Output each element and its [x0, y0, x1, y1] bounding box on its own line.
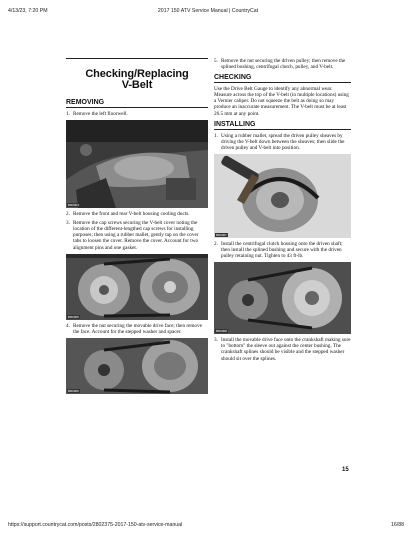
- step-text: Remove the left floorwell.: [73, 111, 128, 117]
- photo-clutch-installed: [214, 262, 351, 334]
- print-header: [0, 0, 416, 16]
- photo-vbelt-svg: [66, 254, 208, 320]
- step-text: Remove the nut securing the driven pulley; then remove the splined bushing, centrifugal clutch, pulley, and V-belt.: [221, 58, 346, 71]
- removing-step: [214, 58, 351, 70]
- step-number: 2.: [66, 211, 70, 218]
- photo-tag: BR0004: [68, 203, 79, 208]
- step-number: 3.: [214, 337, 218, 344]
- print-url: https://support.countrycat.com/posts/2802375-2017-150-atv-service-manual: [8, 522, 183, 528]
- installing-heading: INSTALLING: [214, 121, 351, 130]
- photo-spread-driven-pulley: [214, 154, 351, 238]
- removing-step: [66, 111, 208, 117]
- photo-drive-face-svg: [66, 338, 208, 394]
- print-page-count: 16/88: [391, 522, 404, 528]
- removing-heading: REMOVING: [66, 99, 208, 108]
- removing-step: [66, 220, 208, 250]
- checking-text: Use the Drive Belt Gauge to identify any abnormal wear. Measure across the top of the V-belt (in multiple locations) using a Vernier caliper. Do not squeeze the belt as doing so may produce an inaccurate measurement. The V-belt must be at least 26.5 mm at any point.: [214, 86, 349, 117]
- print-datetime: 4/13/23, 7:20 PM: [8, 8, 48, 14]
- photo-tag: BR0005: [68, 314, 79, 319]
- photo-drive-face-removed: [66, 338, 208, 394]
- installing-step: [214, 337, 351, 361]
- photo-vbelt-exposed: [66, 254, 208, 320]
- section-title-line2: V-Belt: [121, 79, 153, 91]
- photo-tag: BR0007: [216, 232, 227, 237]
- step-text: Install the centrifugal clutch housing onto the driven shaft; then install the splined bushing and secure with the driven pulley retaining nut. Tighten to 43 ft-lb.: [221, 240, 343, 260]
- photo-floorwell-svg: [66, 120, 208, 208]
- step-text: Remove the cap screws securing the V-belt cover noting the location of the different-lengthed cap screws for installing purposes; then using a rubber mallet, gently tap on the cover tabs to loosen the cover. Remove the cover. Account for two alignment pins and one gasket.: [73, 220, 199, 251]
- step-number: 2.: [214, 240, 218, 247]
- step-text: Install the movable drive face onto the crankshaft making sure to "bottom" the sleeve out against the center bushing. The crankshaft splines should be visible and the stepped washer should sit over the splines.: [221, 337, 351, 362]
- step-number: 4.: [66, 322, 70, 329]
- section-title-line1: Checking/Replacing: [85, 68, 189, 80]
- photo-tag: BR0006: [68, 388, 79, 393]
- removing-step: [66, 211, 208, 217]
- page-number: 15: [342, 467, 349, 473]
- step-number: 3.: [66, 220, 70, 227]
- step-number: 1.: [214, 132, 218, 139]
- print-page-title: 2017 150 ATV Service Manual | CountryCat: [157, 8, 259, 14]
- right-column: [214, 58, 351, 362]
- step-text: Remove the nut securing the movable drive face; then remove the face. Account for the stepped washer and spacer.: [73, 322, 202, 335]
- print-footer: [0, 518, 416, 538]
- step-text: Using a rubber mallet, spread the driven pulley sheaves by driving the V-belt down between the sheaves; then slide the driven pulley and V-belt into position.: [221, 132, 345, 151]
- left-column: [66, 58, 208, 394]
- installing-step: [214, 241, 351, 259]
- step-number: 5.: [214, 58, 218, 64]
- section-title: [66, 58, 208, 91]
- installing-step: [214, 133, 351, 151]
- checking-heading: CHECKING: [214, 74, 351, 83]
- photo-tag: BR0008: [216, 329, 227, 334]
- photo-floorwell-removed: [66, 120, 208, 208]
- removing-step: [66, 323, 208, 335]
- step-number: 1.: [66, 111, 70, 117]
- step-text: Remove the front and rear V-belt housing cooling ducts.: [73, 211, 190, 218]
- photo-clutch-svg: [214, 262, 351, 334]
- photo-spread-pulley-svg: [214, 154, 351, 238]
